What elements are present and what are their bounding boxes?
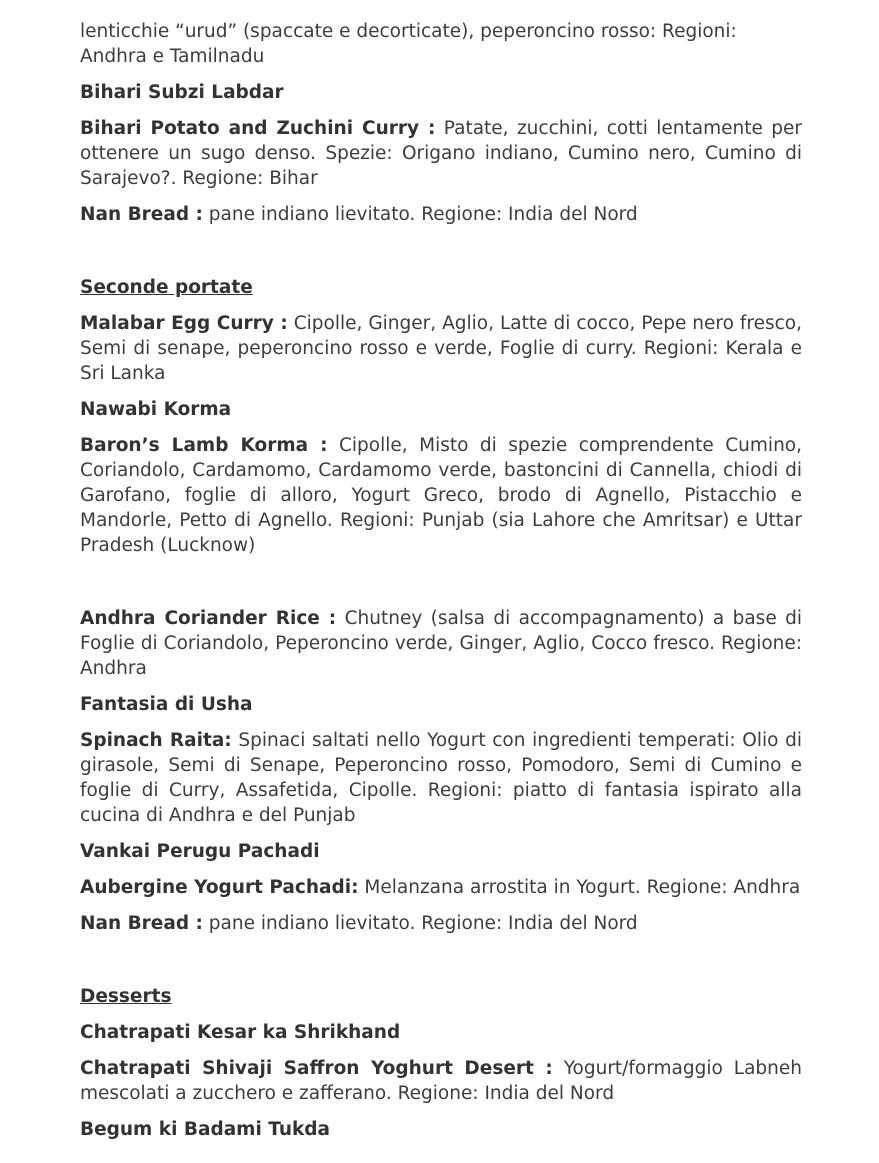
- dish-nan-bread: [80, 202, 802, 227]
- dish-description: Spinaci saltati nello Yogurt con ingredienti temperati: Olio di girasole, Semi di Senape, Peperoncino rosso, Pomodoro, Semi di Cumino e foglie di Curry, Assafetida, Cipolle. Regioni: piatto di fantasia ispirato alla cucina di Andhra e del Punjab: [80, 730, 802, 826]
- dish-chatrapati-shivaji-saffron-yoghurt-desert: [80, 1056, 802, 1106]
- dish-title-chatrapati-kesar-ka-shrikhand: Chatrapati Kesar ka Shrikhand: [80, 1022, 401, 1043]
- dish-name: Chatrapati Shivaji Saffron Yoghurt Desert :: [80, 1058, 553, 1079]
- dish-name: Aubergine Yogurt Pachadi:: [80, 877, 359, 898]
- dish-aubergine-yogurt-pachadi: [80, 875, 802, 900]
- section-heading-desserts: Desserts: [80, 986, 172, 1007]
- dish-name: Andhra Coriander Rice :: [80, 608, 337, 629]
- dish-description: Cipolle, Misto di spezie comprendente Cumino, Coriandolo, Cardamomo, Cardamomo verde, bastoncini di Cannella, chiodi di Garofano, foglie di alloro, Yogurt Greco, brodo di Agnello, Pistacchio e Mandorle, Petto di Agnello. Regioni: Punjab (sia Lahore che Amritsar) e Uttar Pradesh (Lucknow): [80, 435, 802, 556]
- dish-title-bihari-subzi-labdar: Bihari Subzi Labdar: [80, 82, 284, 103]
- section-heading-seconde-portate: Seconde portate: [80, 277, 253, 298]
- dish-bihari-potato-zuchini-curry: [80, 116, 802, 191]
- dish-description: Chutney (salsa di accompagnamento) a base di Foglie di Coriandolo, Peperoncino verde, Ginger, Aglio, Cocco fresco. Regione: Andhra: [80, 608, 802, 679]
- dish-description: Yogurt/formaggio Labneh mescolati a zucchero e zafferano. Regione: India del Nord: [80, 1058, 802, 1104]
- dish-name: Baron’s Lamb Korma :: [80, 435, 328, 456]
- dish-title-fantasia-di-usha: Fantasia di Usha: [80, 694, 253, 715]
- dish-title-begum-ki-badami-tukda: Begum ki Badami Tukda: [80, 1119, 331, 1140]
- dish-malabar-egg-curry: [80, 311, 802, 386]
- dish-description: Melanzana arrostita in Yogurt. Regione: Andhra: [358, 877, 801, 898]
- dish-spinach-raita: [80, 728, 802, 828]
- dish-description: pane indiano lievitato. Regione: India del Nord: [202, 913, 638, 934]
- dish-name: Spinach Raita:: [80, 730, 232, 751]
- dish-andhra-coriander-rice: [80, 606, 802, 681]
- dish-barons-lamb-korma: [80, 433, 802, 558]
- dish-title-vankai-perugu-pachadi: Vankai Perugu Pachadi: [80, 841, 320, 862]
- dish-nan-bread-2: [80, 911, 802, 936]
- dish-description: pane indiano lievitato. Regione: India del Nord: [202, 204, 638, 225]
- dish-title-nawabi-korma: Nawabi Korma: [80, 399, 232, 420]
- dish-description: Patate, zucchini, cotti lentamente per ottenere un sugo denso. Spezie: Origano indiano, Cumino nero, Cumino di Sarajevo?. Regione: Bihar: [80, 118, 802, 189]
- dish-name: Nan Bread :: [80, 913, 203, 934]
- document-page: [80, 19, 802, 1142]
- paragraph-lentils: lenticchie “urud” (spaccate e decorticate), peperoncino rosso: Regioni: Andhra e Tamilnadu: [80, 21, 737, 67]
- dish-name: Bihari Potato and Zuchini Curry :: [80, 118, 436, 139]
- dish-description: Cipolle, Ginger, Aglio, Latte di cocco, Pepe nero fresco, Semi di senape, peperoncino rosso e verde, Foglie di curry. Regioni: Kerala e Sri Lanka: [80, 313, 802, 384]
- dish-name: Nan Bread :: [80, 204, 203, 225]
- dish-name: Malabar Egg Curry :: [80, 313, 288, 334]
